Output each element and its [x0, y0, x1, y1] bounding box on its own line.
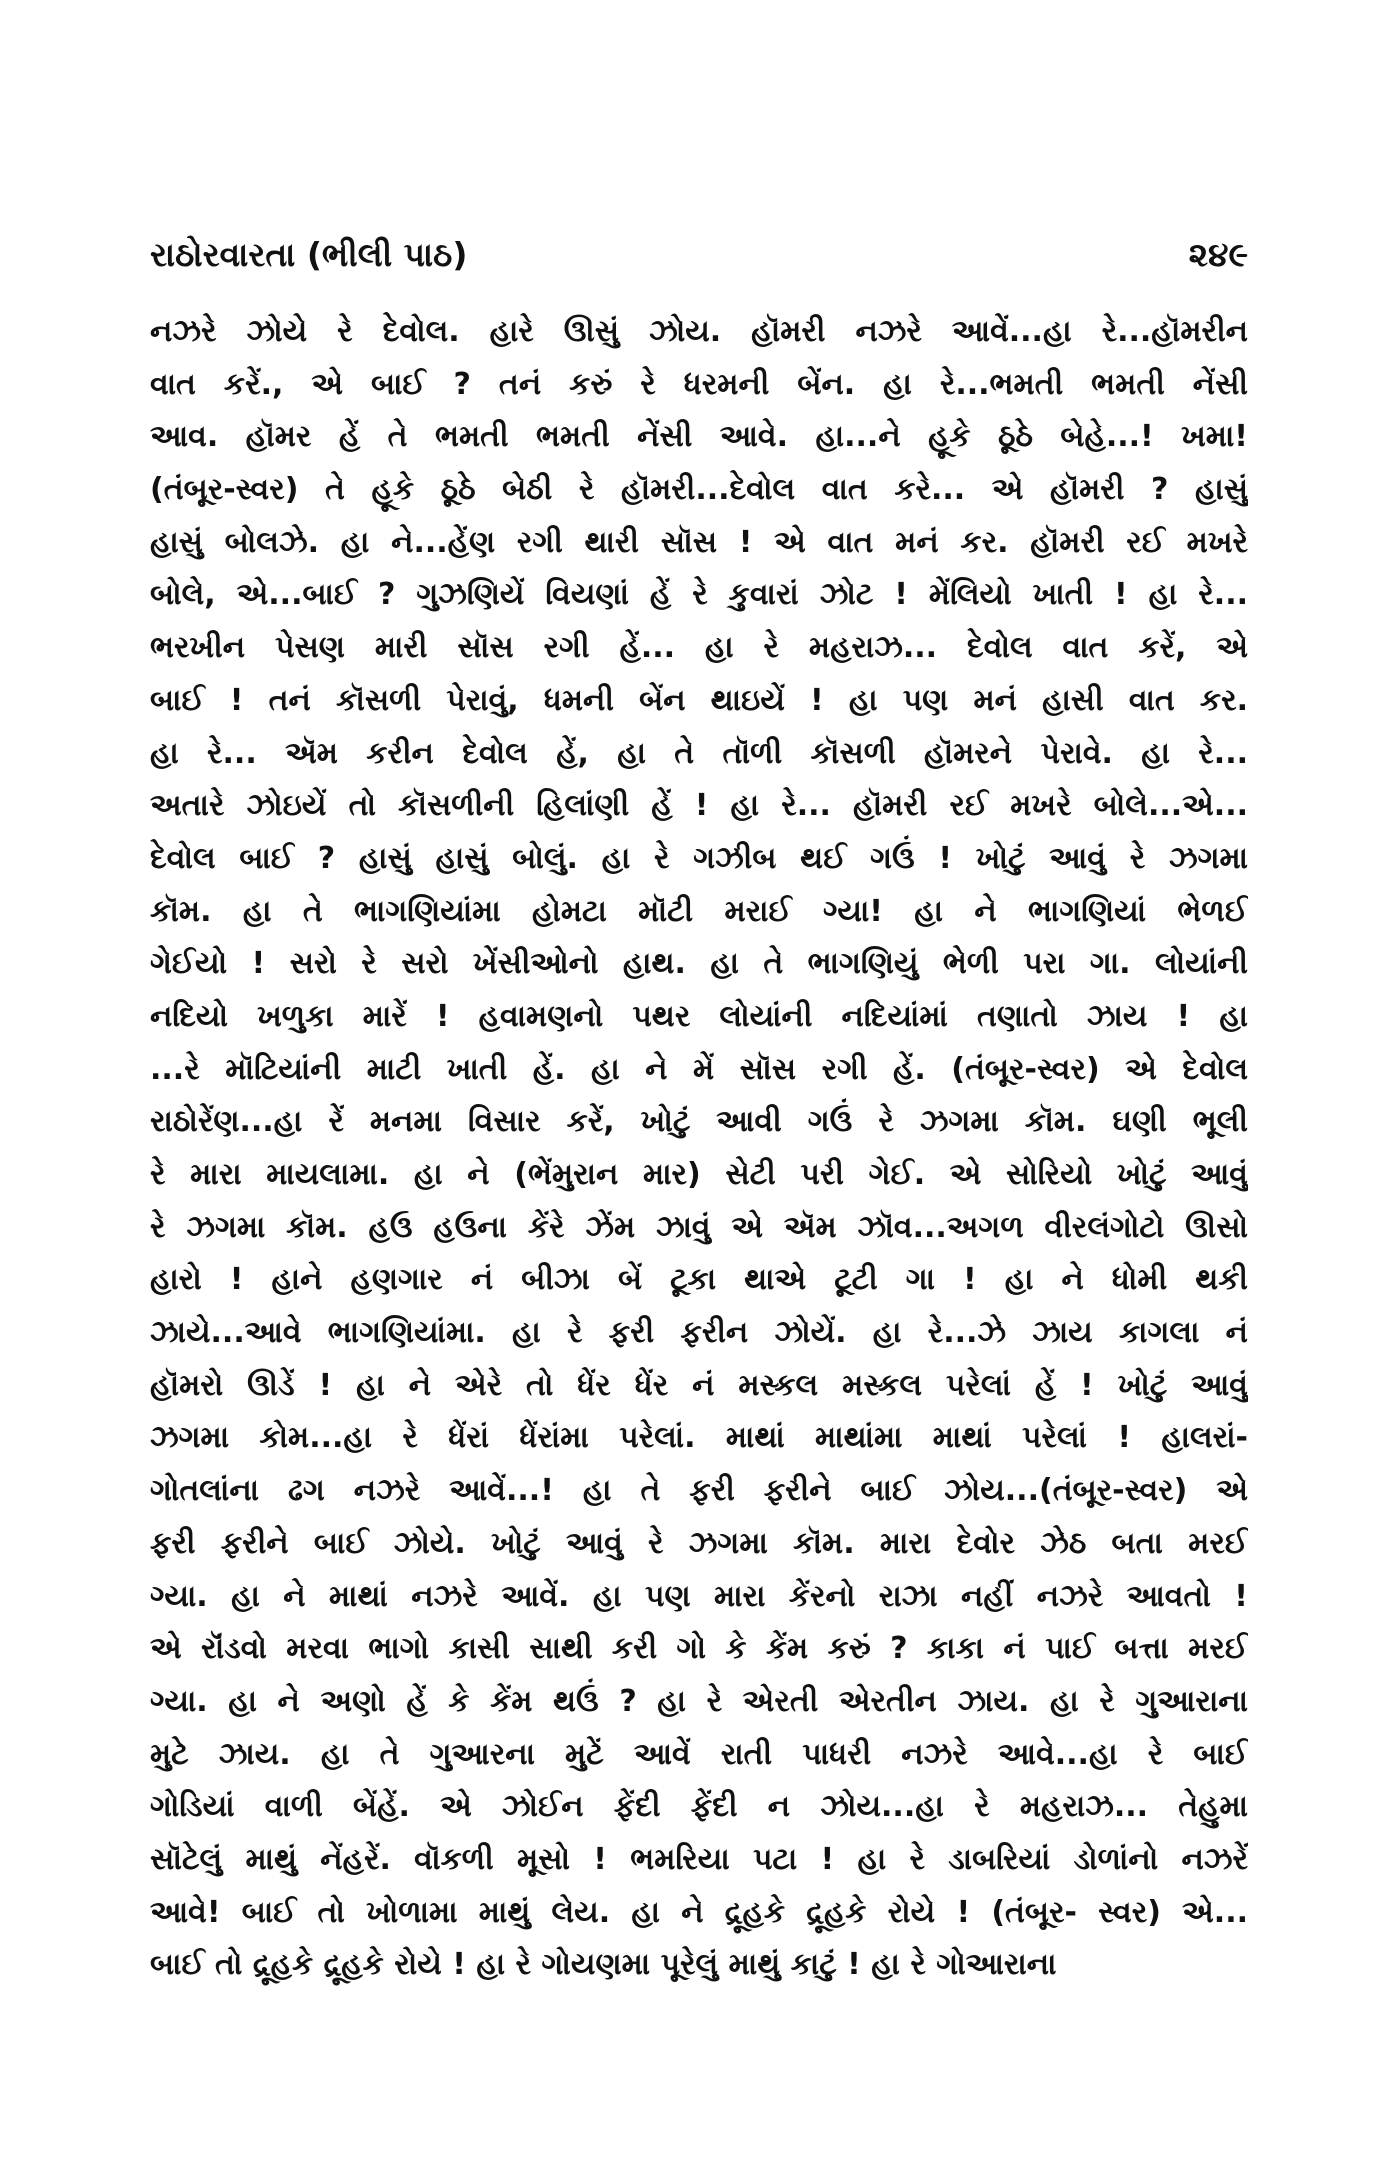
- text-line: રે મારા માયલામા. હા ને (ભેંમુરાન માર) સેટી પરી ગેઈ. એ સોરિયો ખોટું આવું: [150, 1157, 1248, 1192]
- text-line: (તંબૂર-સ્વર) તે હૂકે ઠૂઠે બેઠી રે હૉમરી...દેવોલ વાત કરે... એ હૉમરી ? હાસું: [150, 472, 1248, 508]
- text-line: ભરખીન પેસણ મારી સૉસ રગી હેં... હા રે મહરાઝ... દેવોલ વાત કરેં, એ: [150, 630, 1248, 666]
- text-line: બાઈ ! તનં કૉસળી પેરાવું, ધમની બેંન થાઇયેં ! હા પણ મનં હાસી વાત કર.: [150, 682, 1248, 718]
- text-line: ગેઈયો ! સરો રે સરો ખેંસીઓનો હાથ. હા તે ભાગણિયું ભેળી પરા ગા. લોયાંની: [150, 946, 1248, 982]
- text-line: વાત કરેં., એ બાઈ ? તનં કરું રે ધરમની બેંન. હા રે...ભમતી ભમતી નેંસી: [150, 366, 1248, 402]
- text-line: બોલે, એ...બાઈ ? ગુઝણિયેં વિયણાં હેં રે કુવારાં ઝોટ ! મેંલિયો ખાતી ! હા રે...: [150, 577, 1248, 613]
- text-line: ફરી ફરીને બાઈ ઝોયે. ખોટું આવું રે ઝગમા કૉમ. મારા દેવોર ઝેઠ બતા મરઈ: [150, 1525, 1248, 1561]
- text-line: કૉમ. હા તે ભાગણિયાંમા હોમટા મૉટી મરાઈ ગ્યા! હા ને ભાગણિયાં ભેળઈ: [150, 893, 1248, 929]
- text-line: નઝરે ઝોયે રે દેવોલ. હારે ઊસું ઝોય. હૉમરી નઝરે આવેં...હા રે...હૉમરીન: [150, 314, 1248, 349]
- text-line: રાઠોરેંણ...હા રેં મનમા વિસાર કરેં, ખોટું આવી ગઉં રે ઝગમા કૉમ. ઘણી ભૂલી: [150, 1104, 1248, 1140]
- text-line: ગ્યા. હા ને અણો હેં કે કેંમ થઉં ? હા રે એરતી એરતીન ઝાય. હા રે ગુઆરાના: [150, 1683, 1248, 1719]
- text-line: ગોડિયાં વાળી બેંહેં. એ ઝોઈન ફેંદી ફેંદી ન ઝોય...હા રે મહરાઝ... તેહુમા: [150, 1789, 1248, 1825]
- text-line: આવે! બાઈ તો ખોળામા માથું લેય. હા ને દ્રૂહકે દ્રૂહકે રોયે ! (તંબૂર- સ્વર) એ...: [150, 1894, 1248, 1930]
- text-line: હા રે... ઍમ કરીન દેવોલ હેં, હા તે તૉળી કૉસળી હૉમરને પેરાવે. હા રે...: [150, 735, 1248, 771]
- text-line: ઝગમા કોમ...હા રે ધેંરાં ધેંરાંમા પરેલાં. માથાં માથાંમા માથાં પરેલાં ! હાલરાં-: [150, 1420, 1248, 1456]
- text-line: રે ઝગમા કૉમ. હઉ હઉના કેંરે ઝેંમ ઝાવું એ ઍમ ઝૉવ...અગળ વીરલંગોટો ઊસો: [150, 1209, 1248, 1245]
- text-line: હૉમરો ઊડેં ! હા ને એરે તો ધેંર ધેંર નં મસ્કલ મસ્કલ પરેલાં હેં ! ખોટું આવું: [150, 1367, 1248, 1403]
- text-line: બાઈ તો દ્રૂહકે દ્રૂહકે રોયે ! હા રે ગોયણમા પૂરેલું માથું કાટું ! હા રે ગોઆરાના: [150, 1947, 1057, 1983]
- text-line: અતારે ઝોઇયેં તો કૉસળીની હિલાંણી હેં ! હા રે... હૉમરી રઈ મખરે બોલે...એ...: [150, 788, 1248, 824]
- body-text: [150, 306, 1248, 1992]
- text-line: હાસું બોલઝે. હા ને...હેંણ રગી થારી સૉસ ! એ વાત મનં કર. હૉમરી રઈ મખરે: [150, 524, 1248, 560]
- text-line: ઝાયે...આવે ભાગણિયાંમા. હા રે ફરી ફરીન ઝોયેં. હા રે...ઝે ઝાય કાગલા નં: [150, 1315, 1248, 1351]
- page-header: [150, 225, 1248, 285]
- text-line: ...રે મૉટિયાંની માટી ખાતી હેં. હા ને મેં સૉસ રગી હેં. (તંબૂર-સ્વર) એ દેવોલ: [150, 1051, 1248, 1087]
- text-line: નદિયો ખળુકા મારેં ! હવામણનો પથર લોયાંની નદિયાંમાં તણાતો ઝાય ! હા: [150, 998, 1248, 1034]
- text-line: હારો ! હાને હણગાર નં બીઝા બેં ટૂકા થાએ ટૂટી ગા ! હા ને ધોમી થકી: [150, 1262, 1248, 1298]
- text-line: આવ. હૉમર હેં તે ભમતી ભમતી નેંસી આવે. હા...ને હૂકે ઠૂઠે બેહે...! ખમા!: [150, 419, 1248, 455]
- text-line: સૉટેલું માથું નેંહરેં. વૉકળી મૂસો ! ભમરિયા પટા ! હા રે ડાબરિયાં ડોળાંનો નઝરેં: [150, 1841, 1248, 1877]
- text-line: એ રૉંડવો મરવા ભાગો કાસી સાથી કરી ગો કે કેંમ કરું ? કાકા નં પાઈ બત્તા મરઈ: [150, 1631, 1248, 1667]
- text-line: ગ્યા. હા ને માથાં નઝરે આવેં. હા પણ મારા કેંરનો રાઝા નહીં નઝરે આવતો !: [150, 1578, 1248, 1614]
- running-title: રાઠોરવારતા (ભીલી પાઠ): [150, 235, 468, 274]
- text-line: દેવોલ બાઈ ? હાસું હાસું બોલું. હા રે ગઝીબ થઈ ગઉં ! ખોટું આવું રે ઝગમા: [150, 840, 1248, 876]
- page-number: ૨૪૯: [1188, 235, 1248, 274]
- text-line: ગોતલાંના ઢગ નઝરે આવેં...! હા તે ફરી ફરીને બાઈ ઝોય...(તંબૂર-સ્વર) એ: [150, 1473, 1248, 1509]
- text-line: મુટે ઝાય. હા તે ગુઆરના મુટેં આવેં રાતી પાધરી નઝરે આવે...હા રે બાઈ: [150, 1736, 1248, 1772]
